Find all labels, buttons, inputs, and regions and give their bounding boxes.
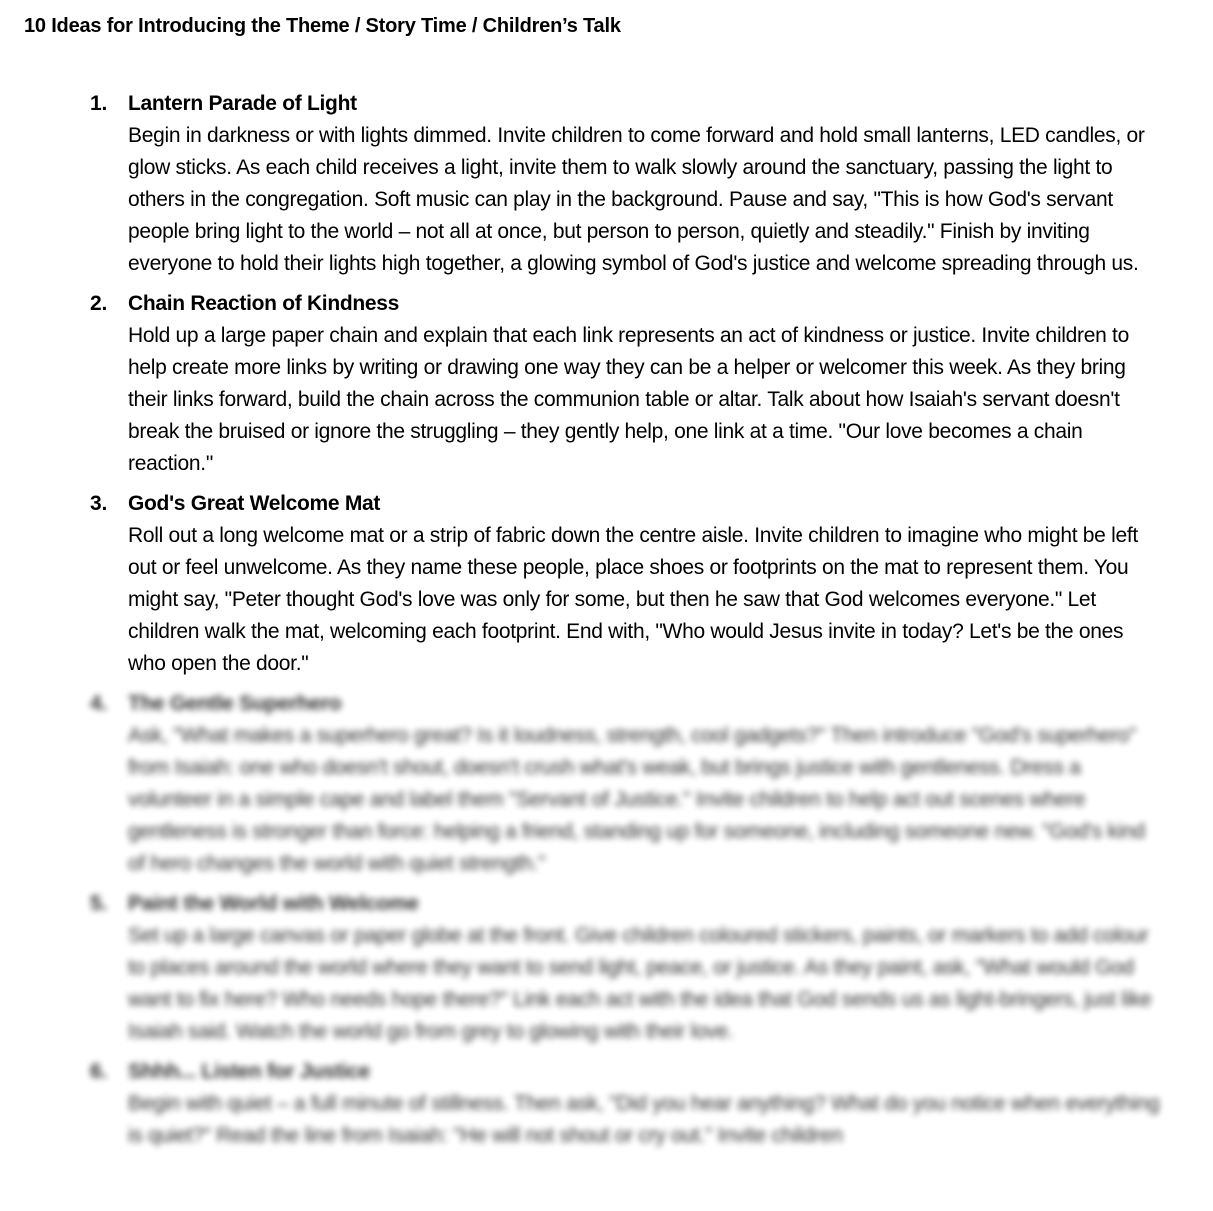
page-title: 10 Ideas for Introducing the Theme / Story Time / Children’s Talk bbox=[24, 15, 621, 37]
list-item bbox=[0, 488, 1213, 680]
item-heading: The Gentle Superhero bbox=[128, 692, 342, 715]
item-content bbox=[128, 888, 1166, 1048]
list-item bbox=[0, 288, 1213, 480]
item-number: 4. bbox=[90, 692, 108, 715]
item-number: 6. bbox=[90, 1060, 108, 1083]
item-body: Hold up a large paper chain and explain that each link represents an act of kindness or justice. Invite children to help create more links by writing or drawing one way they can be a helper or welcomer this week. As they bring their links forward, build the chain across the communion table or altar. Talk about how Isaiah's servant doesn't break the bruised or ignore the struggling – they gently help, one link at a time. "Our love becomes a chain reaction." bbox=[128, 324, 1129, 475]
item-content bbox=[128, 88, 1166, 280]
item-heading: God's Great Welcome Mat bbox=[128, 492, 381, 515]
item-number: 3. bbox=[90, 492, 108, 515]
item-body: Set up a large canvas or paper globe at the front. Give children coloured stickers, paints, or markers to add colour to places around the world where they want to send light, peace, or justice. As they paint, ask, "What would God want to fix here? Who needs hope there?" Link each act with the idea that God sends us as light-bringers, just like Isaiah said. Watch the world go from grey to glowing with their love. bbox=[128, 924, 1152, 1043]
item-heading: Shhh... Listen for Justice bbox=[128, 1060, 370, 1083]
item-content bbox=[128, 288, 1166, 480]
item-body: Roll out a long welcome mat or a strip of fabric down the centre aisle. Invite children to imagine who might be left out or feel unwelcome. As they name these people, place shoes or footprints on the mat to represent them. You might say, "Peter thought God's love was only for some, but then he saw that God welcomes everyone." Let children walk the mat, welcoming each footprint. End with, "Who would Jesus invite in today? Let's be the ones who open the door." bbox=[128, 524, 1138, 675]
item-body: Begin with quiet – a full minute of stillness. Then ask, "Did you hear anything? What do you notice when everything is quiet?" Read the line from Isaiah: "He will not shout or cry out." Invite children bbox=[128, 1092, 1160, 1147]
item-number: 1. bbox=[90, 92, 108, 115]
item-body: Ask, "What makes a superhero great? Is it loudness, strength, cool gadgets?" Then introduce "God's superhero" from Isaiah: one who doesn't shout, doesn't crush what's weak, but brings justice with gentleness. Dress a volunteer in a simple cape and label them "Servant of Justice." Invite children to help act out scenes where gentleness is stronger than force: helping a friend, standing up for someone, including someone new. "God's kind of hero changes the world with quiet strength." bbox=[128, 724, 1145, 875]
ideas-list bbox=[0, 88, 1213, 1152]
item-heading: Chain Reaction of Kindness bbox=[128, 292, 400, 315]
item-content bbox=[128, 488, 1166, 680]
item-number: 2. bbox=[90, 292, 108, 315]
item-heading: Lantern Parade of Light bbox=[128, 92, 357, 115]
list-item-blurred bbox=[0, 888, 1213, 1048]
item-number: 5. bbox=[90, 892, 108, 915]
list-item-blurred bbox=[0, 688, 1213, 880]
list-item-blurred bbox=[0, 1056, 1213, 1152]
item-body: Begin in darkness or with lights dimmed. Invite children to come forward and hold small lanterns, LED candles, or glow sticks. As each child receives a light, invite them to walk slowly around the sanctuary, passing the light to others in the congregation. Soft music can play in the background. Pause and say, "This is how God's servant people bring light to the world – not all at once, but person to person, quietly and steadily." Finish by inviting everyone to hold their lights high together, a glowing symbol of God's justice and welcome spreading through us. bbox=[128, 124, 1145, 275]
item-content bbox=[128, 1056, 1166, 1152]
list-item bbox=[0, 88, 1213, 280]
item-heading: Paint the World with Welcome bbox=[128, 892, 419, 915]
item-content bbox=[128, 688, 1166, 880]
